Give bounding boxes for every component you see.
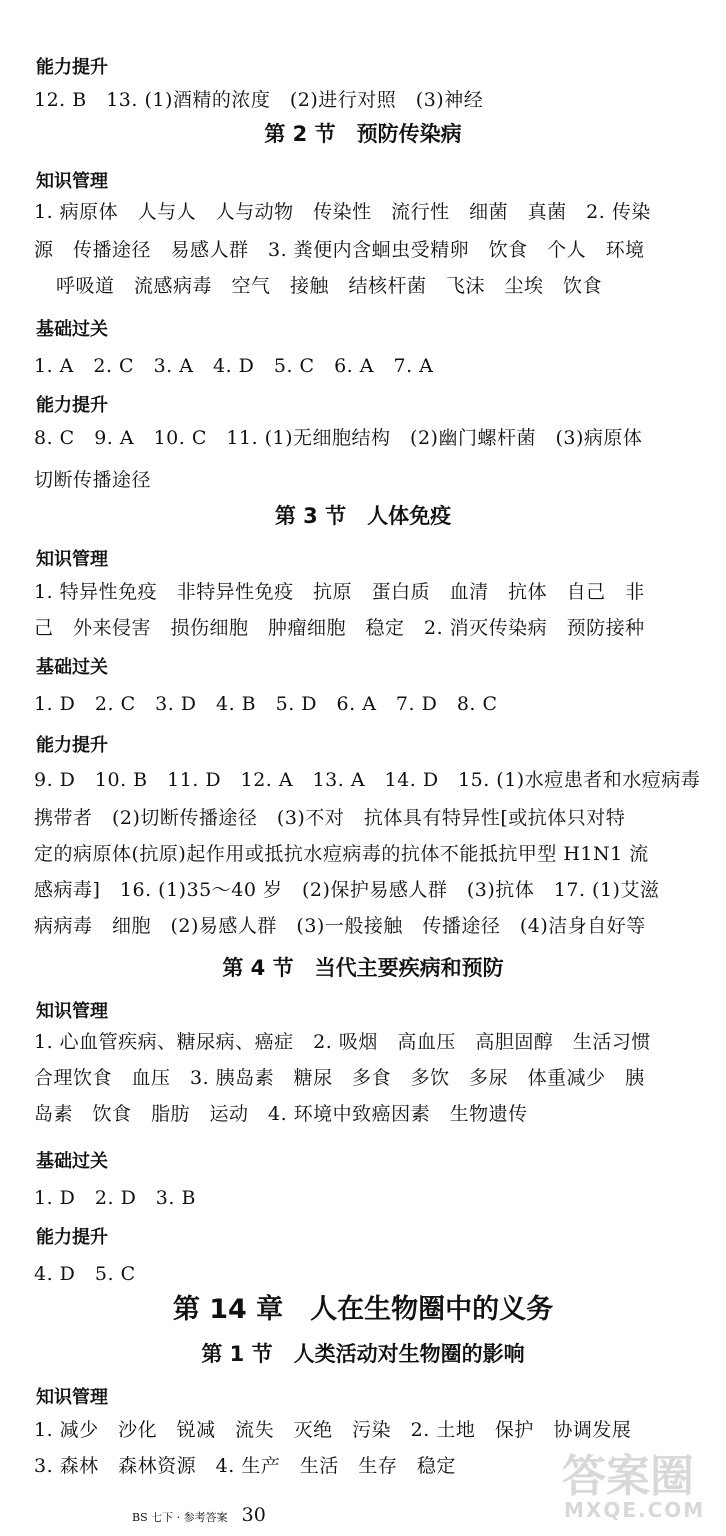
chapter-title: 第 14 章 人在生物圈中的义务 [172, 1294, 554, 1325]
subsection-heading: 知识管理 [36, 1387, 108, 1408]
answer-line: 1. D 2. C 3. D 4. B 5. D 6. A 7. D 8. C [34, 693, 498, 715]
answer-line: 4. D 5. C [34, 1263, 136, 1285]
answer-line: 3. 森林 森林资源 4. 生产 生活 生存 稳定 [34, 1455, 456, 1477]
answer-line: 1. 减少 沙化 锐减 流失 灭绝 污染 2. 土地 保护 协调发展 [34, 1419, 632, 1441]
answer-line: 定的病原体(抗原)起作用或抵抗水痘病毒的抗体不能抵抗甲型 H1N1 流 [34, 843, 649, 865]
answer-line: 己 外来侵害 损伤细胞 肿瘤细胞 稳定 2. 消灭传染病 预防接种 [34, 617, 645, 639]
answer-line: 1. 特异性免疫 非特异性免疫 抗原 蛋白质 血清 抗体 自己 非 [34, 581, 645, 603]
answer-line: 合理饮食 血压 3. 胰岛素 糖尿 多食 多饮 多尿 体重减少 胰 [34, 1067, 645, 1089]
section-title: 第 3 节 人体免疫 [274, 504, 452, 528]
page-number: 30 [241, 1504, 266, 1526]
footer-label: BS 七下 · 参考答案 [132, 1511, 228, 1524]
subsection-heading: 基础过关 [36, 657, 108, 678]
watermark-main: 答案圈 [562, 1451, 694, 1502]
answer-line: 岛素 饮食 脂肪 运动 4. 环境中致癌因素 生物遗传 [34, 1103, 528, 1125]
answer-line: 12. B 13. (1)酒精的浓度 (2)进行对照 (3)神经 [34, 89, 484, 111]
answer-line: 切断传播途径 [34, 469, 152, 491]
answer-line: 8. C 9. A 10. C 11. (1)无细胞结构 (2)幽门螺杆菌 (3)病原体 [34, 427, 643, 449]
answer-line: 感病毒] 16. (1)35～40 岁 (2)保护易感人群 (3)抗体 17. (1)艾滋 [34, 879, 660, 901]
section-title: 第 1 节 人类活动对生物圈的影响 [201, 1342, 525, 1366]
answer-line: 携带者 (2)切断传播途径 (3)不对 抗体具有特异性[或抗体只对特 [34, 807, 626, 829]
watermark-logo [562, 1440, 712, 1532]
answer-line: 1. 心血管疾病、糖尿病、癌症 2. 吸烟 高血压 高胆固醇 生活习惯 [34, 1031, 651, 1053]
subsection-heading: 知识管理 [36, 549, 108, 570]
subsection-heading: 能力提升 [36, 57, 108, 78]
answer-line: 1. 病原体 人与人 人与动物 传染性 流行性 细菌 真菌 2. 传染 [34, 201, 651, 223]
answer-line: 呼吸道 流感病毒 空气 接触 结核杆菌 飞沫 尘埃 饮食 [56, 275, 603, 297]
answer-line: 1. A 2. C 3. A 4. D 5. C 6. A 7. A [34, 355, 434, 377]
subsection-heading: 基础过关 [36, 1151, 108, 1172]
subsection-heading: 能力提升 [36, 735, 108, 756]
answer-line: 9. D 10. B 11. D 12. A 13. A 14. D 15. (1)水痘患者和水痘病毒 [34, 769, 701, 791]
subsection-heading: 基础过关 [36, 319, 108, 340]
section-title: 第 2 节 预防传染病 [264, 122, 462, 146]
subsection-heading: 知识管理 [36, 1001, 108, 1022]
section-title: 第 4 节 当代主要疾病和预防 [222, 956, 504, 980]
page-footer [132, 1504, 266, 1526]
answer-line: 源 传播途径 易感人群 3. 粪便内含蛔虫受精卵 饮食 个人 环境 [34, 239, 645, 261]
watermark-sub: MXQE.COM [564, 1498, 706, 1522]
subsection-heading: 知识管理 [36, 171, 108, 192]
subsection-heading: 能力提升 [36, 395, 108, 416]
answer-line: 病病毒 细胞 (2)易感人群 (3)一般接触 传播途径 (4)洁身自好等 [34, 915, 646, 937]
subsection-heading: 能力提升 [36, 1227, 108, 1248]
answer-line: 1. D 2. D 3. B [34, 1187, 196, 1209]
